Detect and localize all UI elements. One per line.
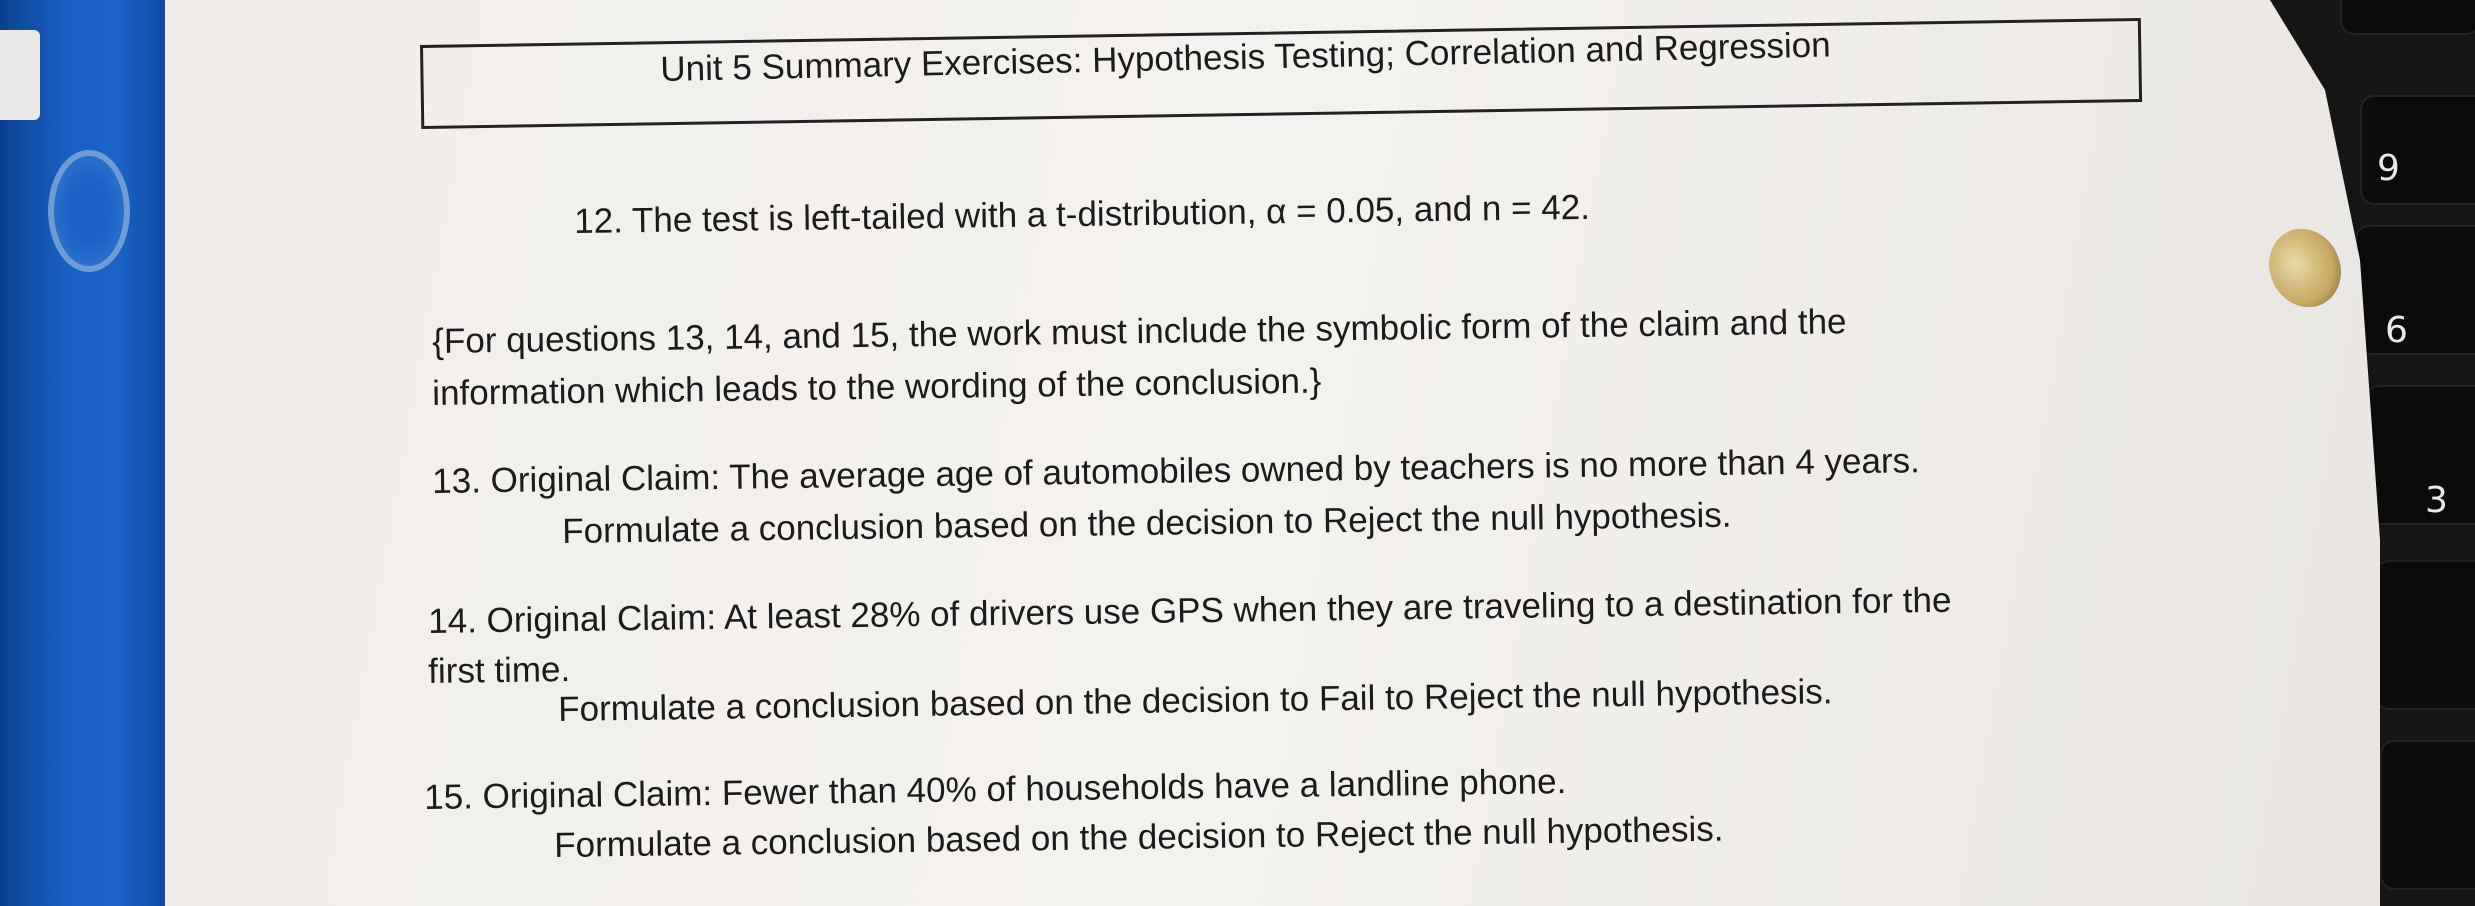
- page-title: Unit 5 Summary Exercises: Hypothesis Testing; Correlation and Regression: [660, 25, 1831, 89]
- instruction-note-line-1: {For questions 13, 14, and 15, the work must include the symbolic form of the claim and the: [432, 302, 1847, 361]
- question-15-task: Formulate a conclusion based on the decision to Reject the null hypothesis.: [554, 809, 1724, 865]
- question-14-claim: 14. Original Claim: At least 28% of drivers use GPS when they are traveling to a destination for the: [428, 580, 1952, 641]
- key-label-6: 6: [2385, 310, 2408, 351]
- question-14-task: Formulate a conclusion based on the decision to Fail to Reject the null hypothesis.: [558, 672, 1833, 729]
- instruction-note-line-2: information which leads to the wording of the conclusion.}: [432, 361, 1322, 413]
- question-14-claim-cont: first time.: [428, 650, 571, 691]
- question-15-claim: 15. Original Claim: Fewer than 40% of households have a landline phone.: [424, 762, 1567, 817]
- question-13-task: Formulate a conclusion based on the decision to Reject the null hypothesis.: [562, 495, 1732, 551]
- key-label-9: 9: [2377, 148, 2400, 189]
- question-13-claim: 13. Original Claim: The average age of automobiles owned by teachers is no more than 4 years.: [432, 441, 1921, 501]
- question-12: 12. The test is left-tailed with a t-distribution, α = 0.05, and n = 42.: [574, 187, 1591, 241]
- key-label-3: 3: [2425, 480, 2448, 521]
